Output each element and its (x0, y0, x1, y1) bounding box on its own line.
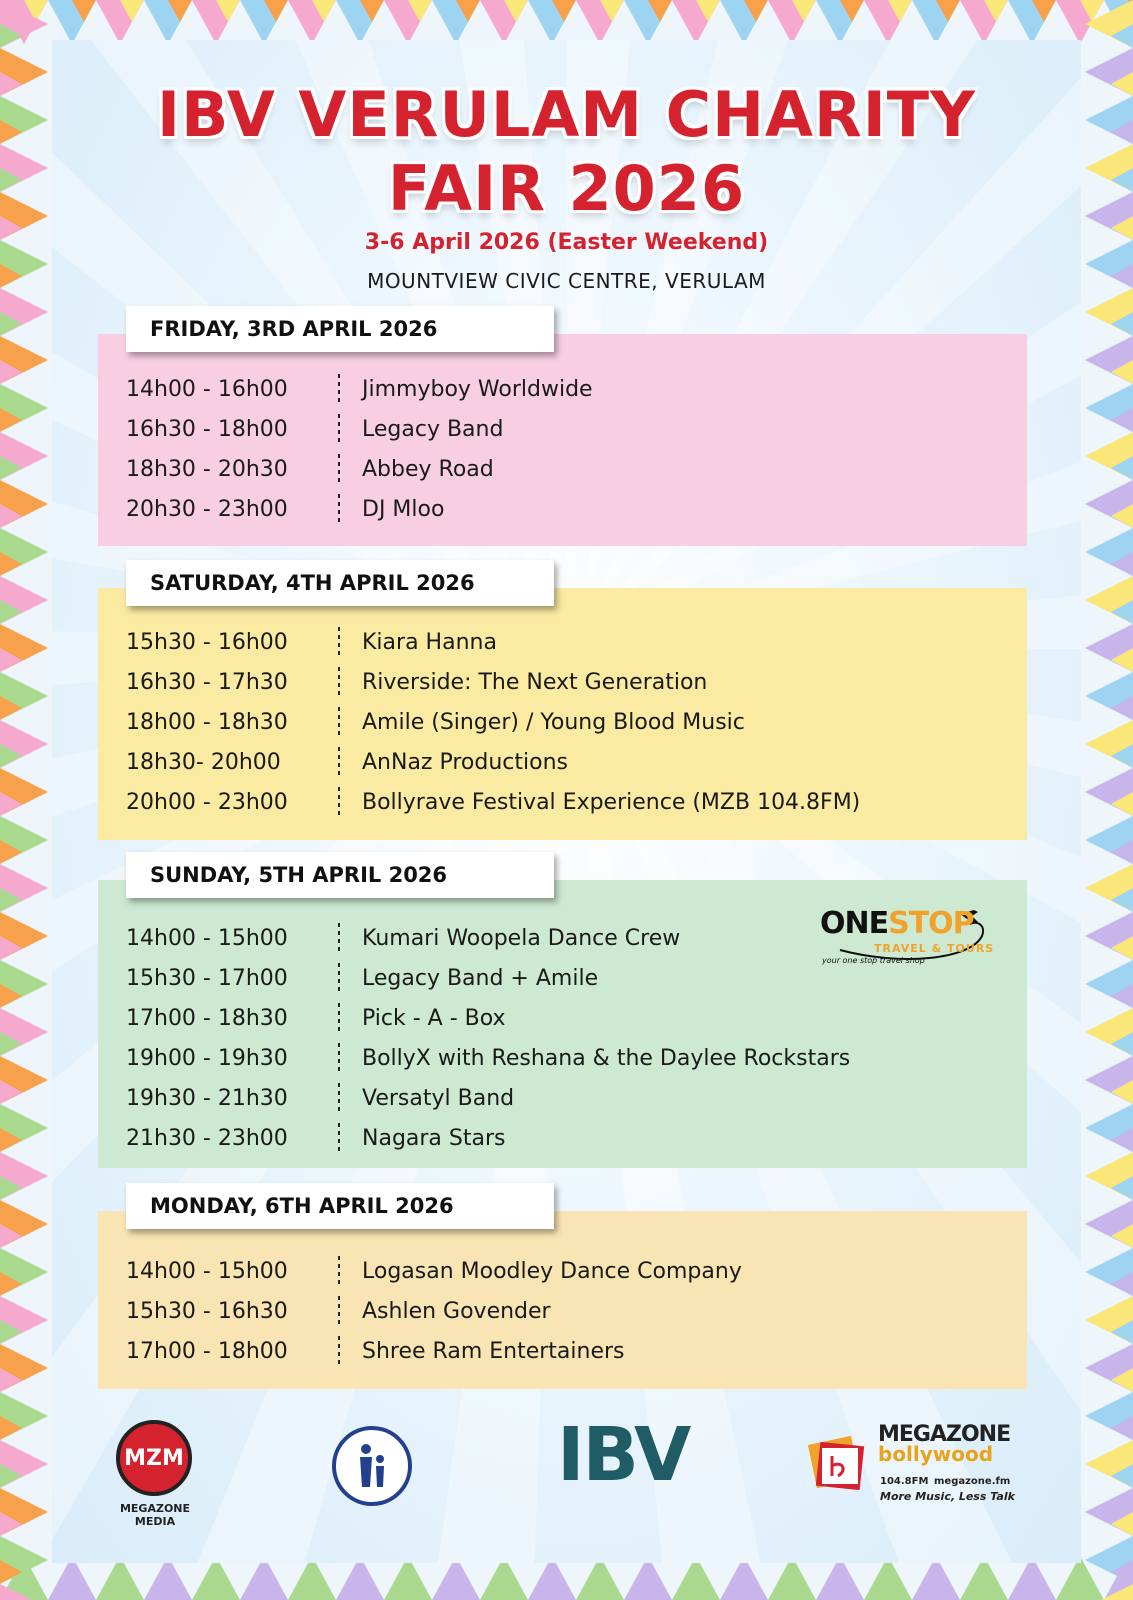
time-slot: 14h00 - 15h00 (126, 925, 288, 951)
act-name: Versatyl Band (362, 1085, 515, 1111)
act-name: Abbey Road (362, 456, 494, 482)
act-name: AnNaz Productions (362, 749, 568, 775)
dotted-divider (338, 627, 340, 657)
time-slot: 18h30- 20h00 (126, 749, 281, 775)
dotted-divider (338, 1256, 340, 1286)
family-figures-icon (352, 1441, 392, 1491)
dotted-divider (338, 1043, 340, 1073)
event-title-line2: FAIR 2026 (387, 152, 746, 225)
act-name: DJ Mloo (362, 496, 445, 522)
schedule-row (126, 1251, 1007, 1291)
dotted-divider (338, 374, 340, 404)
onestop-name-one: ONE (820, 906, 889, 941)
megazone-media-logo (100, 1420, 210, 1528)
time-slot: 16h30 - 17h30 (126, 669, 288, 695)
poster (52, 40, 1081, 1563)
schedule-list (126, 1251, 1007, 1371)
schedule-row (126, 1118, 1007, 1158)
event-title-line1: IBV VERULAM CHARITY (157, 78, 976, 151)
schedule-row (126, 1078, 1007, 1118)
onestop-subtitle: TRAVEL & TOURS (874, 942, 995, 955)
event-dates: 3-6 April 2026 (Easter Weekend) (364, 230, 769, 255)
schedule-row (126, 1038, 1007, 1078)
act-name: Kiara Hanna (362, 629, 497, 655)
day-heading: MONDAY, 6TH APRIL 2026 (126, 1183, 554, 1229)
dotted-divider (338, 494, 340, 524)
act-name: Bollyrave Festival Experience (MZB 104.8FM) (362, 789, 861, 815)
time-slot: 14h00 - 16h00 (126, 376, 288, 402)
act-name: Kumari Woopela Dance Crew (362, 925, 681, 951)
time-slot: 15h30 - 16h30 (126, 1298, 288, 1324)
time-slot: 16h30 - 18h00 (126, 416, 288, 442)
act-name: Riverside: The Next Generation (362, 669, 708, 695)
schedule-row (126, 489, 1007, 529)
megazone-website: megazone.fm (934, 1476, 1011, 1487)
act-name: Nagara Stars (362, 1125, 506, 1151)
dotted-divider (338, 414, 340, 444)
schedule-row (126, 1331, 1007, 1371)
onestop-name-stop: STOP (888, 906, 974, 941)
time-slot: 20h30 - 23h00 (126, 496, 288, 522)
act-name: Jimmyboy Worldwide (362, 376, 593, 402)
schedule-row (126, 622, 1007, 662)
act-name: BollyX with Reshana & the Daylee Rockstars (362, 1045, 851, 1071)
day-heading: FRIDAY, 3RD APRIL 2026 (126, 306, 554, 352)
dotted-divider (338, 787, 340, 817)
megazone-frequency: 104.8FM (880, 1476, 929, 1487)
ibv-logo: IBV (557, 1412, 690, 1498)
time-slot: 19h00 - 19h30 (126, 1045, 288, 1071)
act-name: Legacy Band (362, 416, 504, 442)
day-friday (98, 306, 1027, 596)
day-monday (98, 1183, 1027, 1413)
act-name: Shree Ram Entertainers (362, 1338, 625, 1364)
schedule-row (126, 662, 1007, 702)
dotted-divider (338, 747, 340, 777)
dotted-divider (338, 1336, 340, 1366)
day-sunday (98, 852, 1027, 1192)
act-name: Amile (Singer) / Young Blood Music (362, 709, 745, 735)
onestop-tagline: your one stop travel shop (822, 956, 925, 965)
schedule-row (126, 409, 1007, 449)
time-slot: 17h00 - 18h30 (126, 1005, 288, 1031)
schedule-row (126, 369, 1007, 409)
schedule-row (126, 449, 1007, 489)
megazone-bollywood-logo (804, 1420, 1024, 1520)
time-slot: 15h30 - 17h00 (126, 965, 288, 991)
dotted-divider (338, 1296, 340, 1326)
schedule-row (126, 702, 1007, 742)
dotted-divider (338, 963, 340, 993)
schedule-row (126, 998, 1007, 1038)
schedule-list (126, 622, 1007, 822)
welfare-society-seal-icon (332, 1426, 412, 1506)
event-venue: MOUNTVIEW CIVIC CENTRE, VERULAM (367, 269, 766, 293)
act-name: Logasan Moodley Dance Company (362, 1258, 742, 1284)
sponsor-logos (52, 1412, 1081, 1530)
dotted-divider (338, 1003, 340, 1033)
dotted-divider (338, 923, 340, 953)
time-slot: 19h30 - 21h30 (126, 1085, 288, 1111)
act-name: Legacy Band + Amile (362, 965, 599, 991)
onestop-logo (820, 904, 1000, 974)
time-slot: 21h30 - 23h00 (126, 1125, 288, 1151)
day-saturday (98, 560, 1027, 880)
time-slot: 14h00 - 15h00 (126, 1258, 288, 1284)
megazone-slogan: More Music, Less Talk (880, 1490, 1015, 1503)
mzm-name: MEGAZONE MEDIA (119, 1502, 191, 1528)
act-name: Pick - A - Box (362, 1005, 506, 1031)
dotted-divider (338, 454, 340, 484)
time-slot: 18h00 - 18h30 (126, 709, 288, 735)
megazone-title: MEGAZONE (878, 1422, 1011, 1447)
mzm-monogram: MZM (116, 1420, 192, 1496)
schedule-row (126, 1291, 1007, 1331)
dotted-divider (338, 1083, 340, 1113)
schedule-row (126, 742, 1007, 782)
megazone-b-emblem-icon (804, 1430, 874, 1500)
schedule-list (126, 369, 1007, 529)
schedule-row (126, 782, 1007, 822)
act-name: Ashlen Govender (362, 1298, 551, 1324)
day-heading: SUNDAY, 5TH APRIL 2026 (126, 852, 554, 898)
day-heading: SATURDAY, 4TH APRIL 2026 (126, 560, 554, 606)
megazone-subtitle: bollywood (878, 1442, 994, 1466)
dotted-divider (338, 667, 340, 697)
time-slot: 18h30 - 20h30 (126, 456, 288, 482)
dotted-divider (338, 1123, 340, 1153)
dotted-divider (338, 707, 340, 737)
time-slot: 20h00 - 23h00 (126, 789, 288, 815)
time-slot: 15h30 - 16h00 (126, 629, 288, 655)
time-slot: 17h00 - 18h00 (126, 1338, 288, 1364)
